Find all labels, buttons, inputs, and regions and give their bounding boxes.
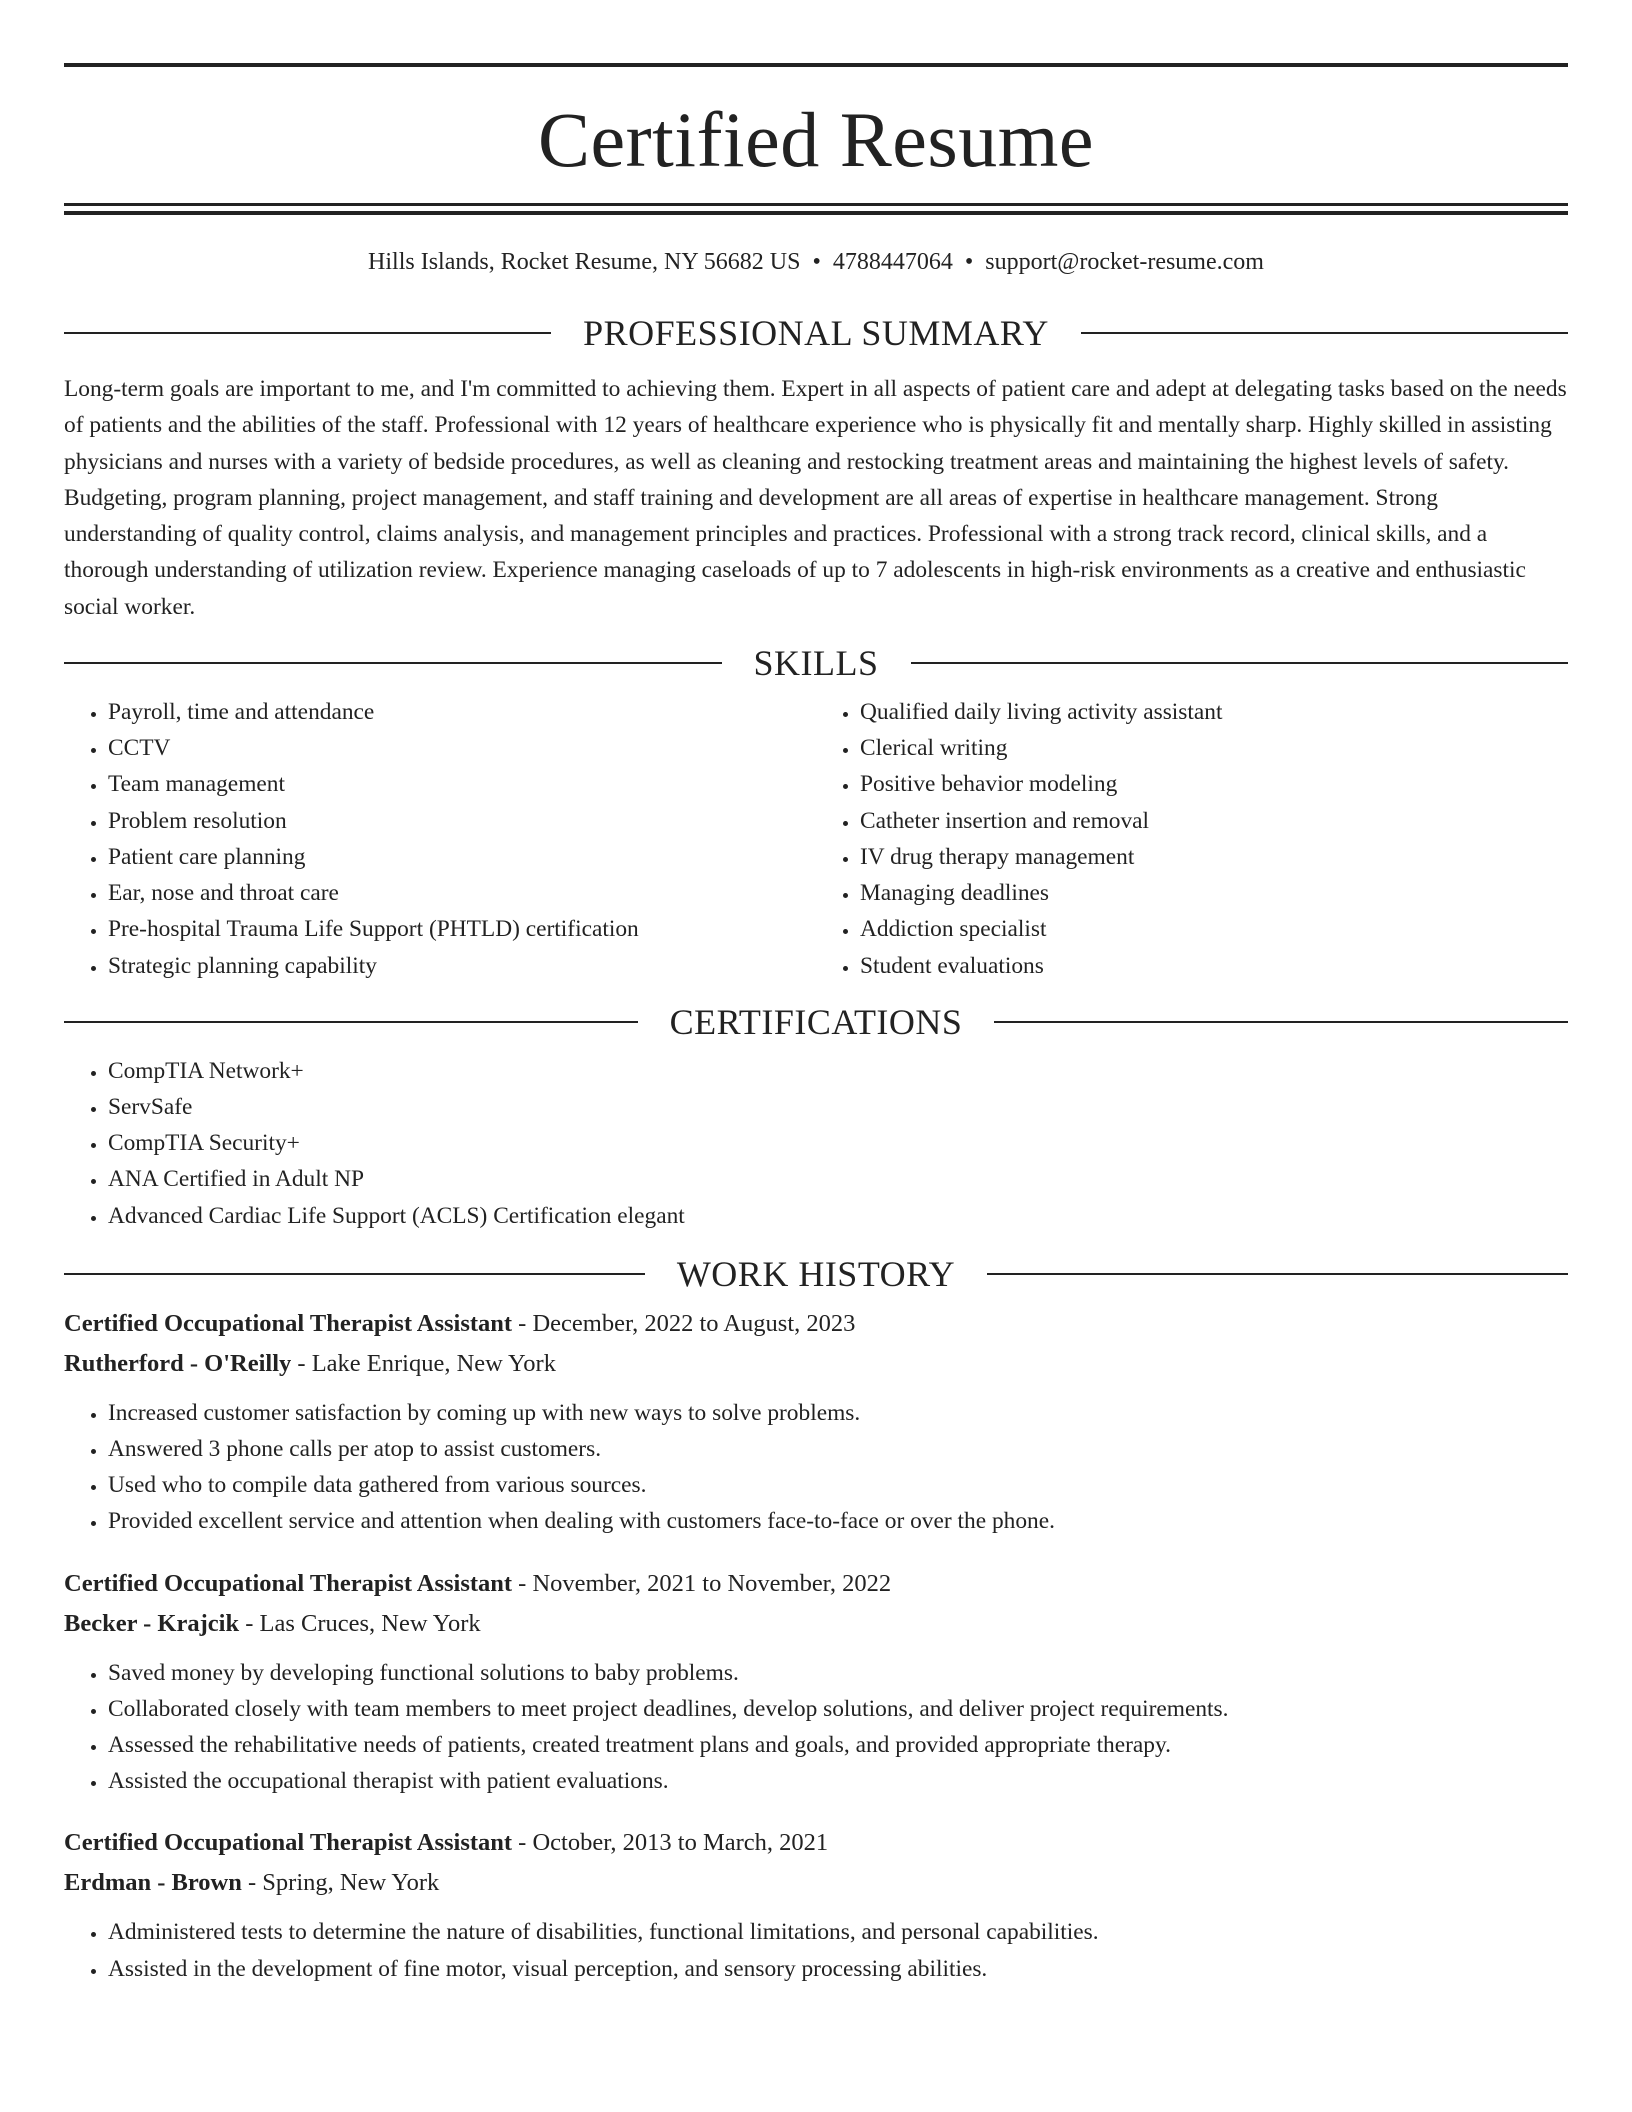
contact-separator: • — [964, 249, 974, 275]
skills-heading-row — [64, 643, 1568, 683]
job-bullets — [64, 1914, 1568, 1986]
certification-item: • CompTIA Network+ — [108, 1053, 1568, 1089]
contact-phone: 4788447064 — [832, 249, 953, 275]
skills-left-list — [64, 694, 816, 984]
certification-item: • CompTIA Security+ — [108, 1125, 1568, 1161]
job-bullet: • Used who to compile data gathered from various sources. — [108, 1467, 1568, 1503]
skill-item: • CCTV — [108, 730, 816, 766]
heading-rule — [987, 1273, 1568, 1275]
heading-rule — [64, 1273, 645, 1275]
job-company: Rutherford - O'Reilly — [64, 1349, 292, 1377]
skills-left-column — [64, 694, 816, 984]
job-title: Certified Occupational Therapist Assistant — [64, 1569, 513, 1597]
skill-item: • Qualified daily living activity assistant — [860, 694, 1568, 730]
job-bullets — [64, 1395, 1568, 1540]
summary-heading: PROFESSIONAL SUMMARY — [583, 313, 1049, 353]
job-bullet: • Administered tests to determine the nature of disabilities, functional limitations, and personal capabilities. — [108, 1914, 1568, 1950]
summary-text: Long-term goals are important to me, and I'm committed to achieving them. Expert in all aspects of patient care and adept at delegating tasks based on the needs of patients and the abilities of the staff. Professional with 12 years of healthcare experience who is physically fit and mentally sharp. Highly skilled in assisting physicians and nurses with a variety of bedside procedures, as well as cleaning and restocking treatment areas and maintaining the highest levels of safety. Budgeting, program planning, project management, and staff training and development are all areas of expertise in healthcare management. Strong understanding of quality control, claims analysis, and management principles and practices. Professional with a strong track record, clinical skills, and a thorough understanding of utilization review. Experience managing caseloads of up to 7 adolescents in high-risk environments as a creative and enthusiastic social worker. — [64, 376, 1567, 620]
job-dates: - December, 2022 to August, 2023 — [512, 1309, 856, 1337]
job-company-line — [64, 1863, 1568, 1903]
heading-rule — [1081, 332, 1568, 334]
job-entry — [64, 1564, 1568, 1800]
job-bullet: • Answered 3 phone calls per atop to assist customers. — [108, 1431, 1568, 1467]
job-title: Certified Occupational Therapist Assistant — [64, 1309, 513, 1337]
job-dates: - October, 2013 to March, 2021 — [512, 1829, 829, 1857]
skill-item: • Problem resolution — [108, 803, 816, 839]
skills-heading: SKILLS — [753, 643, 879, 684]
job-bullet: • Assisted in the development of fine motor, visual perception, and sensory processing abilities. — [108, 1951, 1568, 1987]
job-title-line — [64, 1564, 1568, 1604]
job-bullets — [64, 1655, 1568, 1800]
contact-address: Hills Islands, Rocket Resume, NY 56682 US — [368, 249, 801, 275]
job-company: Erdman - Brown — [64, 1869, 242, 1897]
work-heading-row — [64, 1254, 1568, 1294]
job-location: - Spring, New York — [241, 1869, 440, 1897]
certifications-list — [64, 1053, 1568, 1234]
contact-line — [64, 247, 1568, 277]
certifications-heading: CERTIFICATIONS — [669, 1001, 963, 1042]
job-location: - Lake Enrique, New York — [291, 1349, 556, 1377]
skill-item: • Clerical writing — [860, 730, 1568, 766]
contact-email: support@rocket-resume.com — [985, 249, 1264, 275]
skill-item: • Team management — [108, 766, 816, 802]
certifications-heading-row — [64, 1002, 1568, 1042]
certification-item: • Advanced Cardiac Life Support (ACLS) Certification elegant — [108, 1198, 1568, 1234]
job-bullet: • Assisted the occupational therapist with patient evaluations. — [108, 1763, 1568, 1799]
summary-heading-row — [64, 313, 1568, 353]
skill-item: • Ear, nose and throat care — [108, 875, 816, 911]
top-rule — [64, 63, 1568, 67]
resume-page — [64, 0, 1568, 1987]
job-bullet: • Collaborated closely with team members to meet project deadlines, develop solutions, and deliver project requirements. — [108, 1691, 1568, 1727]
job-location: - Las Cruces, New York — [239, 1609, 481, 1637]
skills-right-list — [816, 694, 1568, 984]
skill-item: • Student evaluations — [860, 948, 1568, 984]
heading-rule — [994, 1021, 1568, 1023]
skills-right-column — [816, 694, 1568, 984]
job-company-line — [64, 1604, 1568, 1644]
skill-item: • Catheter insertion and removal — [860, 803, 1568, 839]
skill-item: • Managing deadlines — [860, 875, 1568, 911]
title-double-rule — [64, 203, 1568, 215]
skill-item: • Patient care planning — [108, 839, 816, 875]
job-company-line — [64, 1344, 1568, 1384]
certification-item: • ANA Certified in Adult NP — [108, 1161, 1568, 1197]
heading-rule — [64, 1021, 638, 1023]
job-bullet: • Increased customer satisfaction by coming up with new ways to solve problems. — [108, 1395, 1568, 1431]
job-bullet: • Assessed the rehabilitative needs of patients, created treatment plans and goals, and provided appropriate therapy. — [108, 1727, 1568, 1763]
certification-item: • ServSafe — [108, 1089, 1568, 1125]
contact-separator: • — [812, 249, 821, 275]
job-title-line — [64, 1304, 1568, 1344]
skills-columns — [64, 694, 1568, 984]
skill-item: • Payroll, time and attendance — [108, 694, 816, 730]
heading-rule — [64, 662, 722, 664]
work-heading: WORK HISTORY — [676, 1253, 956, 1294]
skill-item: • Strategic planning capability — [108, 948, 816, 984]
heading-rule — [911, 662, 1569, 664]
skill-item: • IV drug therapy management — [860, 839, 1568, 875]
skill-item: • Addiction specialist — [860, 911, 1568, 947]
job-bullet: • Saved money by developing functional solutions to baby problems. — [108, 1655, 1568, 1691]
job-company: Becker - Krajcik — [64, 1609, 240, 1637]
job-bullet: • Provided excellent service and attention when dealing with customers face-to-face or over the phone. — [108, 1503, 1568, 1539]
job-entry — [64, 1304, 1568, 1540]
heading-rule — [64, 332, 551, 334]
resume-title: Certified Resume — [537, 96, 1095, 183]
job-title: Certified Occupational Therapist Assistant — [64, 1829, 513, 1857]
job-title-line — [64, 1823, 1568, 1863]
job-entry — [64, 1823, 1568, 1986]
skill-item: • Pre-hospital Trauma Life Support (PHTLD) certification — [108, 911, 816, 947]
job-dates: - November, 2021 to November, 2022 — [512, 1569, 892, 1597]
skill-item: • Positive behavior modeling — [860, 766, 1568, 802]
